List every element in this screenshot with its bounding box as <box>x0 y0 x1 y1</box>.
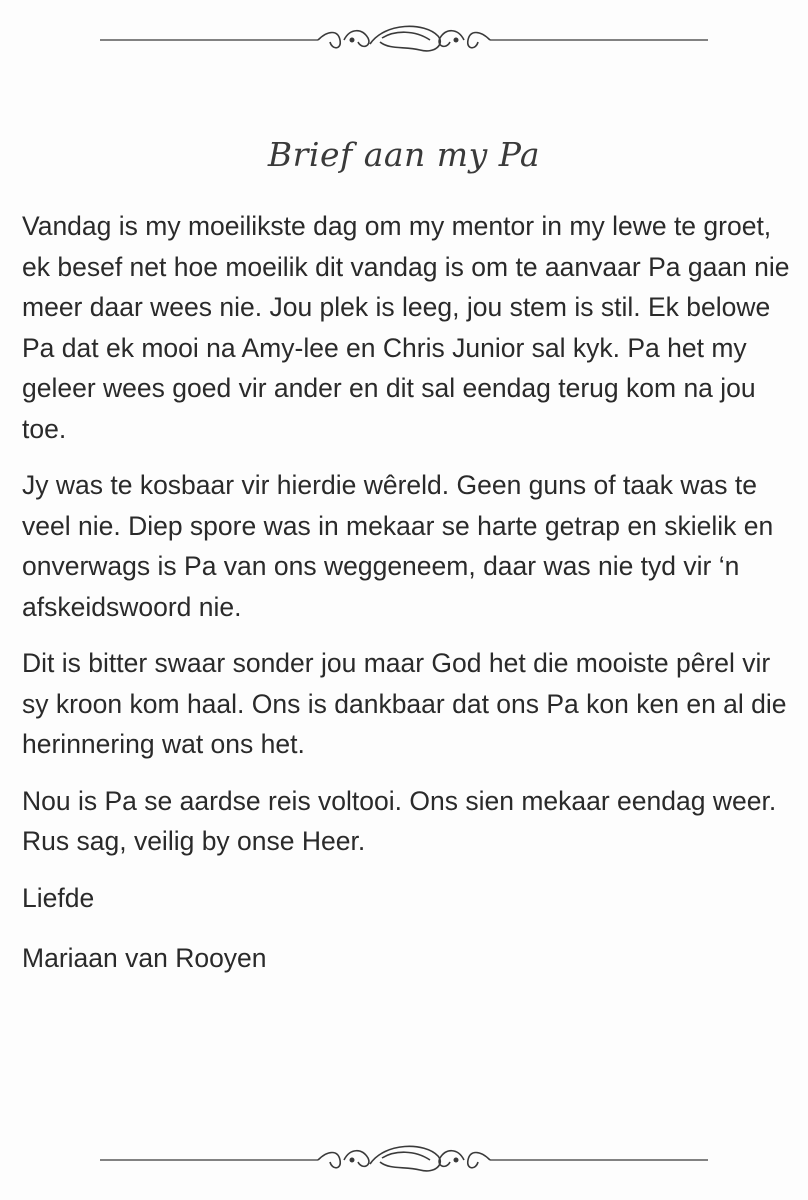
bottom-flourish-divider <box>100 1140 708 1180</box>
paragraph-3: Dit is bitter swaar sonder jou maar God het die mooiste pêrel vir sy kroon kom haal. Ons is dankbaar dat ons Pa kon ken en al die herinnering wat ons het. <box>22 648 787 759</box>
paragraph-4: Nou is Pa se aardse reis voltooi. Ons sien mekaar eendag weer. Rus sag, veilig by onse Heer. <box>22 785 777 856</box>
letter-title: Brief aan my Pa <box>267 135 541 174</box>
closing-line: Liefde <box>22 882 95 913</box>
signature: Mariaan van Rooyen <box>22 943 267 973</box>
paragraph-2: Jy was te kosbaar vir hierdie wêreld. Geen guns of taak was te veel nie. Diep spore was in mekaar se harte getrap en skielik en onverwags is Pa van ons weggeneem, daar was nie tyd vir ‘n afskeidswoord nie. <box>22 470 774 622</box>
letter-body <box>22 206 792 999</box>
paragraph-1: Vandag is my moeilikste dag om my mentor in my lewe te groet, ek besef net hoe moeilik dit vandag is om te aanvaar Pa gaan nie meer daar wees nie. Jou plek is leeg, jou stem is stil. Ek belowe Pa dat ek mooi na Amy-lee en Chris Junior sal kyk. Pa het my geleer wees goed vir ander en dit sal eendag terug kom na jou toe. <box>22 211 790 444</box>
top-flourish-divider <box>100 20 708 60</box>
